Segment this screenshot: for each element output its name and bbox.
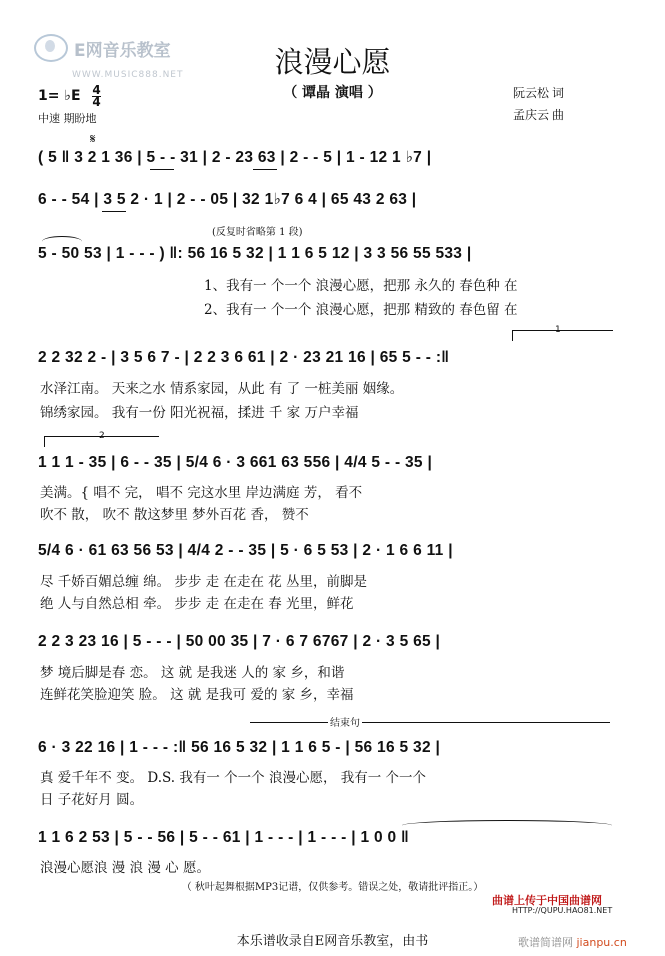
score-line-3: 5 - 50 53 | 1 - - - ) ‖: 56 16 5 32 | 1 1 6 5 12 | 3 3 56 55 533 |	[38, 245, 472, 262]
score-line-1: ( 5 ‖ 3 2 1 36 | 5 - - 31 | 2 - 23 63 | 2 - - 5 | 1 - 12 1 ♭7 |	[38, 149, 432, 166]
lyric-verse-2-line-6: 绝 人与自然总相 牵。 步步 走 在走在 春 光里，鲜花	[40, 596, 354, 612]
segno-icon: 𝄋	[90, 132, 96, 147]
lyricist-credit: 阮云松 词	[513, 86, 565, 100]
composer-credit: 孟庆云 曲	[513, 108, 565, 122]
key-signature: 1= ♭E	[38, 88, 81, 104]
score-line-6: 5/4 6 · 61 63 56 53 | 4/4 2 - - 35 | 5 · 6 5 53 | 2 · 1 6 6 11 |	[38, 542, 453, 559]
score-line-4: 2 2 32 2 - | 3 5 6 7 - | 2 2 3 6 61 | 2 · 23 21 16 | 65 5 - - :‖	[38, 349, 450, 366]
score-line-5: 1 1 1 - 35 | 6 - - 35 | 5/4 6 · 3 661 63 556 | 4/4 5 - - 35 |	[38, 454, 433, 471]
lyric-verse-1-line-6: 尽 千娇百媚总缠 绵。 步步 走 在走在 花 丛里，前脚是	[40, 574, 368, 590]
upload-url: HTTP://QUPU.HAO81.NET	[512, 906, 613, 915]
tempo-marking: 中速 期盼地	[38, 112, 97, 125]
tie	[402, 820, 612, 831]
score-line-2: 6 - - 54 | 3 5 2 · 1 | 2 - - 05 | 32 1♭7 6 4 | 65 43 2 63 |	[38, 191, 417, 208]
logo-url: WWW.MUSIC888.NET	[72, 70, 184, 80]
time-signature-top: 4	[92, 83, 101, 97]
score-line-9: 1 1 6 2 53 | 5 - - 56 | 5 - - 61 | 1 - - - | 1 - - - | 1 0 0 ‖	[38, 829, 410, 846]
lyric-verse-2-line-7: 连鲜花笑脸迎笑 脸。 这 就 是我可 爱的 家 乡，幸福	[40, 687, 354, 703]
lyric-verse-2-line-4: 锦绣家园。 我有一份 阳光祝福，揉进 千 家 万户幸福	[40, 405, 359, 421]
coda-bracket	[250, 722, 610, 723]
second-ending-bracket	[44, 431, 159, 447]
transcriber-note: （ 秋叶起舞根据MP3记谱，仅供参考。错误之处，敬请批评指正。）	[181, 882, 484, 893]
lyric-verse-2-line-3: 2、我有一 个一个 浪漫心愿，把那 精致的 春色留 在	[204, 302, 518, 318]
watermark	[518, 934, 627, 950]
repeat-annotation: (反复时省略第 1 段)	[212, 227, 303, 238]
lyric-verse-1-line-8: 真 爱千年不 变。 D.S. 我有一 个一个 浪漫心愿， 我有一 个一个	[40, 770, 427, 786]
performer-line: （ 谭晶 演唱 ）	[283, 85, 382, 101]
first-ending-bracket	[512, 325, 613, 341]
first-ending-number: 1	[555, 325, 561, 335]
lyric-verse-1-line-5: 美满。{ 唱不 完， 唱不 完这水里 岸边满庭 芳， 看不	[40, 485, 363, 501]
lyric-verse-1-line-3: 1、我有一 个一个 浪漫心愿，把那 永久的 春色种 在	[204, 278, 518, 294]
score-line-7: 2 2 3 23 16 | 5 - - - | 50 00 35 | 7 · 6 7 6767 | 2 · 3 5 65 |	[38, 633, 441, 650]
watermark-site: jianpu.cn	[576, 936, 627, 949]
logo-text: E网音乐教室	[74, 40, 171, 61]
watermark-prefix: 歌谱简谱网	[518, 936, 573, 949]
second-ending-number: 2	[99, 431, 105, 441]
lyric-verse-1-line-7: 梦 境后脚是春 恋。 这 就 是我迷 人的 家 乡，和谐	[40, 665, 345, 681]
time-signature	[92, 85, 101, 108]
lyric-verse-2-line-5: 吹不 散， 吹不 散这梦里 梦外百花 香， 赞不	[40, 507, 309, 523]
beam	[102, 211, 126, 212]
song-title: 浪漫心愿	[274, 45, 391, 79]
score-line-8: 6 · 3 22 16 | 1 - - - :‖ 56 16 5 32 | 1 1 6 5 - | 56 16 5 32 |	[38, 739, 441, 756]
upload-credit: 曲谱上传于中国曲谱网	[492, 894, 602, 907]
lyric-line-9: 浪漫心愿浪 漫 浪 漫 心 愿。	[40, 860, 210, 876]
coda-label: 结束句	[328, 714, 362, 729]
beam	[150, 169, 174, 170]
source-credit: 本乐谱收录自E网音乐教室，由书	[236, 934, 429, 949]
beam	[253, 169, 277, 170]
lyric-verse-1-line-4: 水泽江南。 天来之水 情系家园，从此 有 了 一桩美丽 姻缘。	[40, 381, 404, 397]
lyric-verse-2-line-8: 日 子花好月 圆。	[40, 792, 144, 808]
time-signature-bottom: 4	[92, 95, 101, 109]
